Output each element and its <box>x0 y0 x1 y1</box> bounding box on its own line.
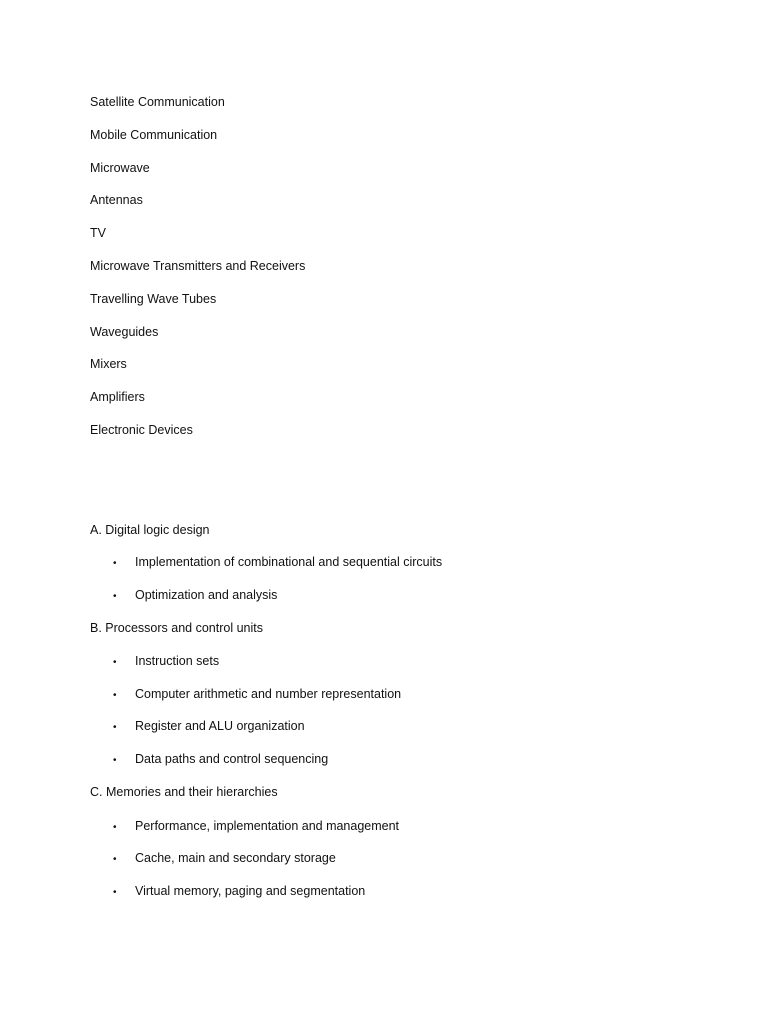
bullet-item <box>113 751 328 769</box>
bullet-icon: • <box>113 722 117 733</box>
bullet-item <box>113 883 365 901</box>
section-heading: B. Processors and control units <box>90 621 263 635</box>
topic-item: Travelling Wave Tubes <box>90 292 217 306</box>
topic-item: Waveguides <box>90 325 159 339</box>
topic-item: Antennas <box>90 193 143 207</box>
bullet-item <box>113 818 399 836</box>
bullet-icon: • <box>113 657 117 668</box>
bullet-item <box>113 686 401 704</box>
topic-item: Mobile Communication <box>90 128 218 142</box>
bullet-icon: • <box>113 822 117 833</box>
section-heading: C. Memories and their hierarchies <box>90 785 278 799</box>
bullet-text: Virtual memory, paging and segmentation <box>135 884 366 898</box>
bullet-text: Performance, implementation and management <box>135 819 400 833</box>
topic-item: Mixers <box>90 357 127 371</box>
topic-item: Amplifiers <box>90 390 145 404</box>
bullet-text: Implementation of combinational and sequential circuits <box>135 555 443 569</box>
bullet-icon: • <box>113 591 117 602</box>
bullet-item <box>113 554 442 572</box>
bullet-text: Computer arithmetic and number representation <box>135 687 402 701</box>
topic-item: Satellite Communication <box>90 95 225 109</box>
bullet-item <box>113 653 219 671</box>
topic-item: Electronic Devices <box>90 423 193 437</box>
bullet-text: Optimization and analysis <box>135 588 278 602</box>
bullet-icon: • <box>113 887 117 898</box>
bullet-icon: • <box>113 755 117 766</box>
topic-item: Microwave Transmitters and Receivers <box>90 259 306 273</box>
bullet-text: Register and ALU organization <box>135 719 305 733</box>
bullet-text: Instruction sets <box>135 654 220 668</box>
topic-item: Microwave <box>90 161 150 175</box>
bullet-icon: • <box>113 854 117 865</box>
bullet-item <box>113 850 336 868</box>
bullet-text: Cache, main and secondary storage <box>135 851 336 865</box>
bullet-icon: • <box>113 690 117 701</box>
bullet-item <box>113 718 305 736</box>
section-heading: A. Digital logic design <box>90 523 210 537</box>
topic-item: TV <box>90 226 106 240</box>
bullet-text: Data paths and control sequencing <box>135 752 329 766</box>
bullet-icon: • <box>113 558 117 569</box>
bullet-item <box>113 587 277 605</box>
